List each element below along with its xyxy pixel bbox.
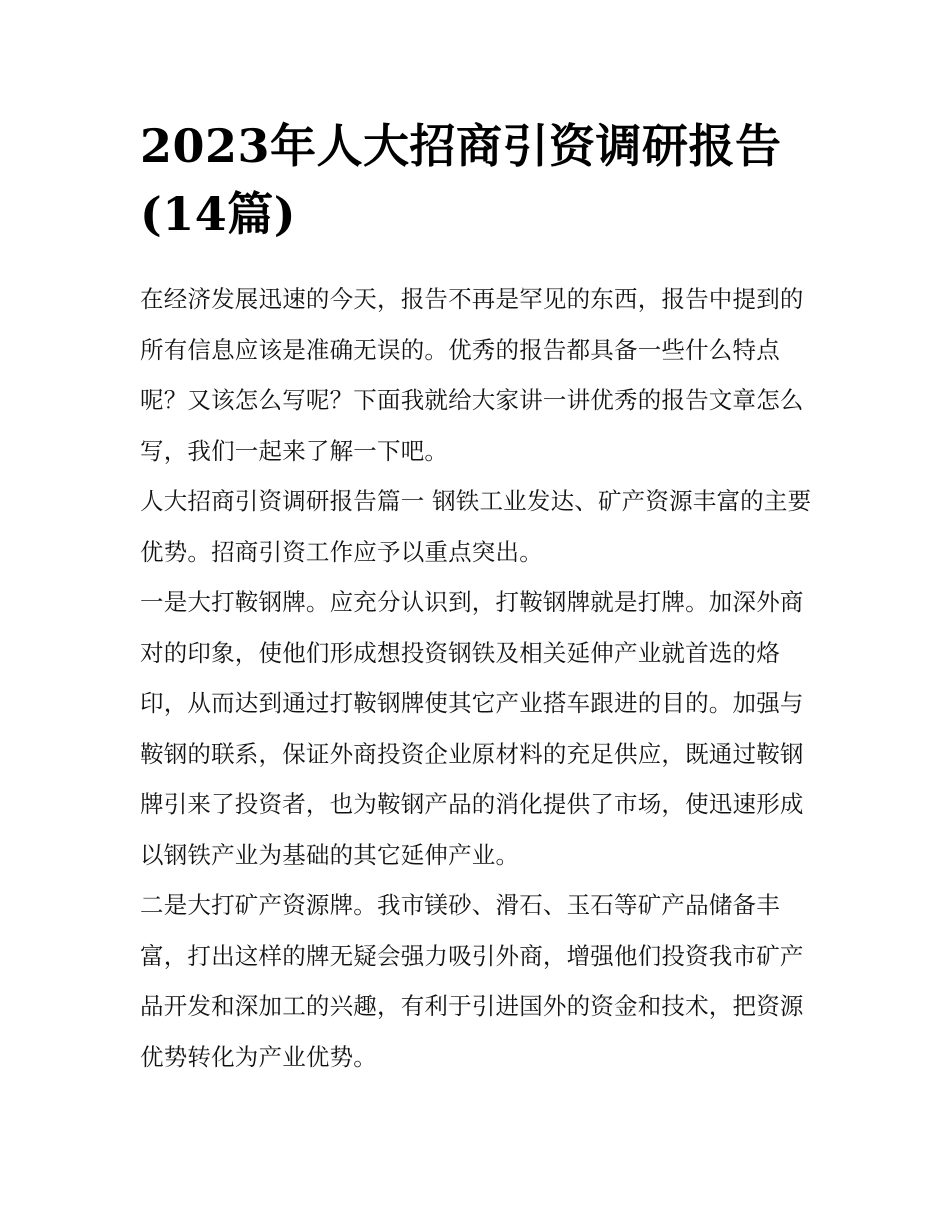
paragraph-intro: 在经济发展迅速的今天，报告不再是罕见的东西，报告中提到的所有信息应该是准确无误的。优秀的报告都具备一些什么特点呢？又该怎么写呢？下面我就给大家讲一讲优秀的报告文章怎么写，我们一起来了解一下吧。	[140, 285, 804, 465]
paragraph-section-one: 人大招商引资调研报告篇一 钢铁工业发达、矿产资源丰富的主要优势。招商引资工作应予以重点突出。	[140, 487, 812, 566]
document-title: 2023年人大招商引资调研报告(14篇)	[140, 119, 782, 241]
paragraph-point-two: 二是大打矿产资源牌。我市镁砂、滑石、玉石等矿产品储备丰富，打出这样的牌无疑会强力吸引外商，增强他们投资我市矿产品开发和深加工的兴趣，有利于引进国外的资金和技术，把资源优势转化为产业优势。	[140, 891, 804, 1071]
paragraph-point-one: 一是大打鞍钢牌。应充分认识到，打鞍钢牌就是打牌。加深外商对的印象，使他们形成想投资钢铁及相关延伸产业就首选的烙印，从而达到通过打鞍钢牌使其它产业搭车跟进的目的。加强与鞍钢的联系，保证外商投资企业原材料的充足供应，既通过鞍钢牌引来了投资者，也为鞍钢产品的消化提供了市场，使迅速形成以钢铁产业为基础的其它延伸产业。	[140, 588, 804, 869]
document-page	[140, 112, 820, 1082]
